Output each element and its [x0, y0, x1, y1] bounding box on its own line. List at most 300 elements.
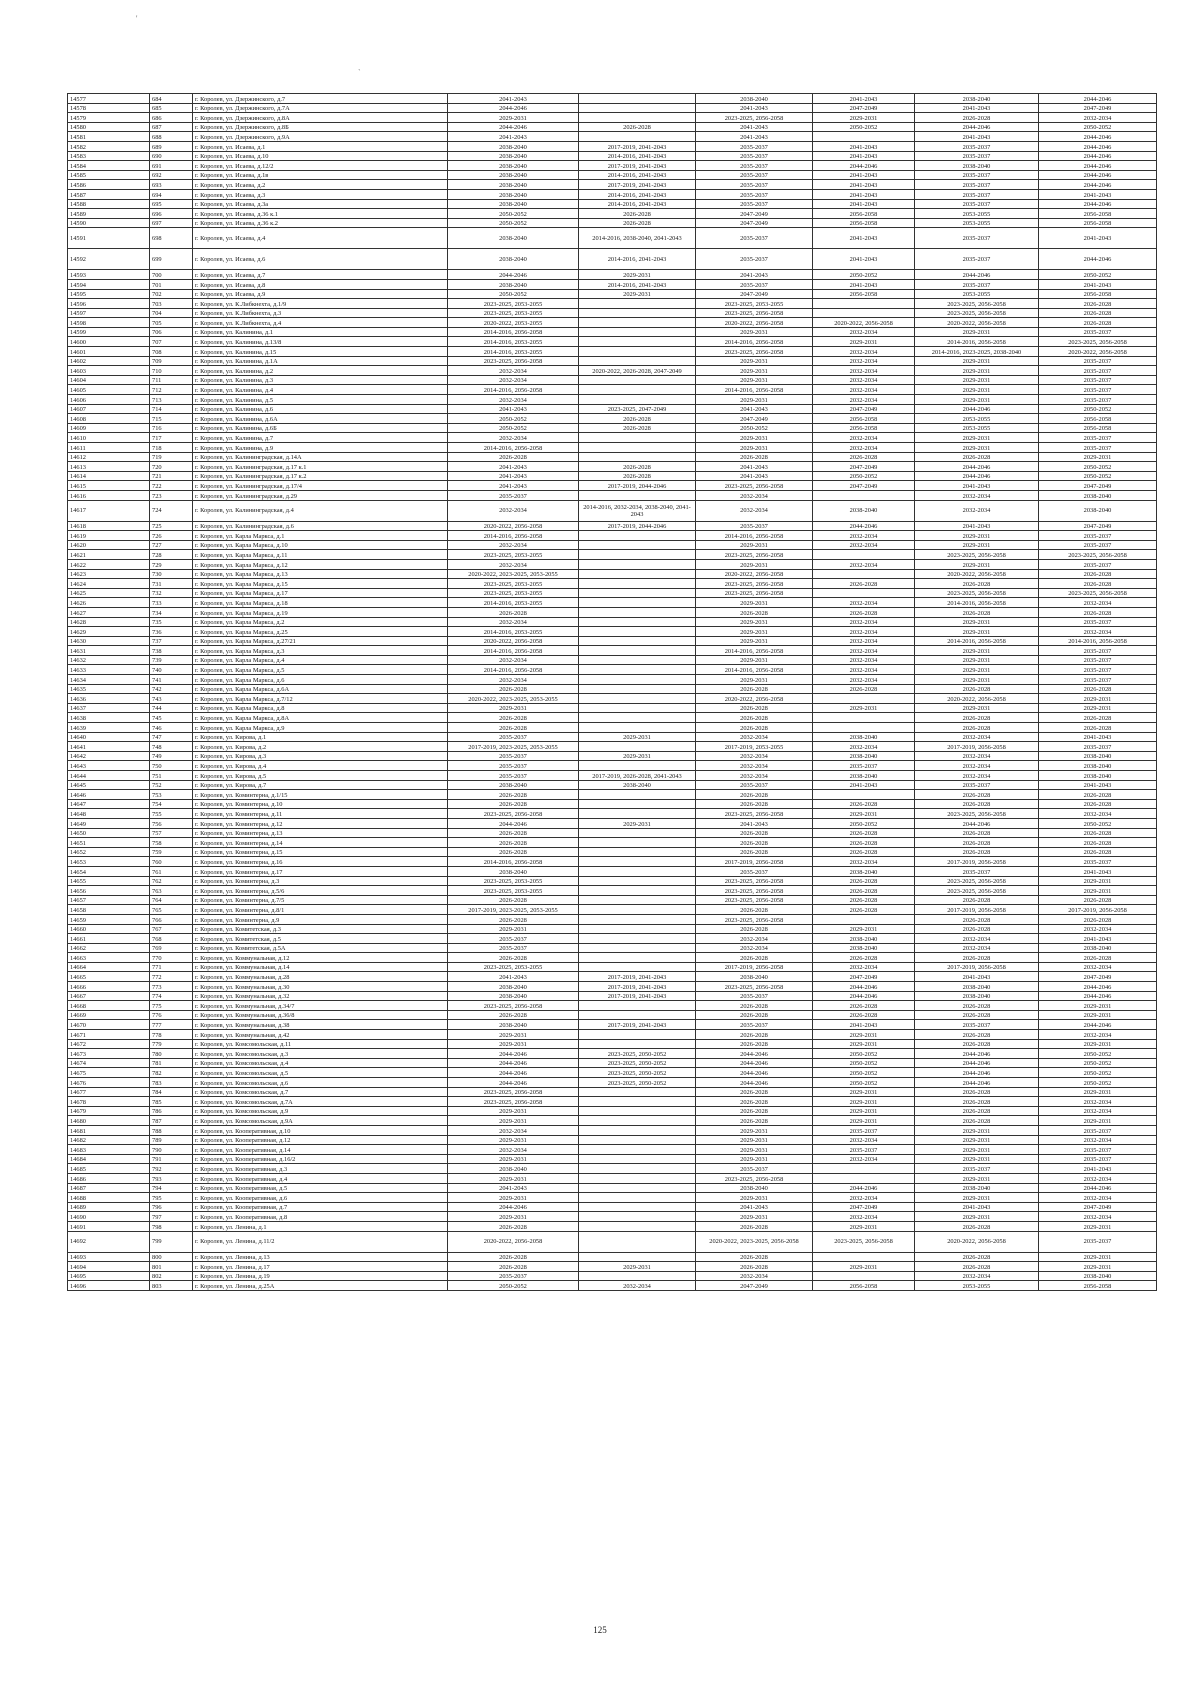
- cell-period-6: 2032-2034: [1039, 627, 1157, 637]
- table-row: [68, 866, 1157, 876]
- cell-item-number: 753: [150, 790, 193, 800]
- cell-period-3: 2044-2046: [696, 1049, 813, 1059]
- table-row: [68, 1087, 1157, 1097]
- cell-period-6: 2035-2037: [1039, 433, 1157, 443]
- cell-row-number: 14648: [68, 809, 150, 819]
- cell-period-1: 2023-2025, 2056-2058: [448, 1001, 579, 1011]
- cell-period-1: 2026-2028: [448, 914, 579, 924]
- cell-address: г. Королев, ул. Карла Маркса, д.2: [193, 617, 448, 627]
- cell-period-4: 2050-2052: [813, 122, 915, 132]
- cell-item-number: 777: [150, 1020, 193, 1030]
- cell-period-6: 2035-2037: [1039, 1231, 1157, 1252]
- cell-row-number: 14646: [68, 790, 150, 800]
- cell-period-3: 2020-2022, 2056-2058: [696, 569, 813, 579]
- cell-period-6: 2035-2037: [1039, 1145, 1157, 1155]
- cell-address: г. Королев, ул. Карла Маркса, д.15: [193, 579, 448, 589]
- cell-period-6: 2032-2034: [1039, 1135, 1157, 1145]
- cell-period-4: [813, 299, 915, 309]
- cell-period-3: 2041-2043: [696, 818, 813, 828]
- table-row: [68, 1068, 1157, 1078]
- table-row: [68, 1010, 1157, 1020]
- table-row: [68, 180, 1157, 190]
- cell-address: г. Королев, ул. Кирова, д.5: [193, 771, 448, 781]
- cell-period-1: 2044-2046: [448, 1058, 579, 1068]
- cell-address: г. Королев, ул. Калининградская, д.4: [193, 500, 448, 521]
- cell-row-number: 14695: [68, 1271, 150, 1281]
- cell-item-number: 761: [150, 866, 193, 876]
- cell-period-1: 2032-2034: [448, 395, 579, 405]
- table-row: [68, 742, 1157, 752]
- table-row: [68, 569, 1157, 579]
- cell-period-2: [579, 452, 696, 462]
- cell-period-4: 2029-2031: [813, 924, 915, 934]
- cell-period-6: 2029-2031: [1039, 452, 1157, 462]
- cell-period-6: 2050-2052: [1039, 270, 1157, 280]
- cell-period-1: 2029-2031: [448, 1154, 579, 1164]
- cell-period-5: 2032-2034: [915, 771, 1039, 781]
- cell-period-2: [579, 934, 696, 944]
- cell-period-1: 2023-2025, 2056-2058: [448, 809, 579, 819]
- cell-period-1: 2023-2025, 2056-2058: [448, 1087, 579, 1097]
- cell-period-4: 2038-2040: [813, 500, 915, 521]
- table-row: [68, 818, 1157, 828]
- cell-period-4: 2032-2034: [813, 356, 915, 366]
- cell-period-3: 2035-2037: [696, 151, 813, 161]
- cell-period-5: 2029-2031: [915, 395, 1039, 405]
- cell-period-3: 2029-2031: [696, 627, 813, 637]
- cell-period-5: 2041-2043: [915, 103, 1039, 113]
- table-row: [68, 684, 1157, 694]
- cell-item-number: 731: [150, 579, 193, 589]
- cell-period-2: [579, 1001, 696, 1011]
- cell-period-5: 2035-2037: [915, 249, 1039, 270]
- cell-period-5: 2029-2031: [915, 627, 1039, 637]
- cell-item-number: 728: [150, 550, 193, 560]
- cell-period-5: 2029-2031: [915, 1125, 1039, 1135]
- cell-period-6: 2029-2031: [1039, 703, 1157, 713]
- cell-period-4: 2038-2040: [813, 771, 915, 781]
- cell-item-number: 789: [150, 1135, 193, 1145]
- cell-row-number: 14603: [68, 366, 150, 376]
- cell-row-number: 14623: [68, 569, 150, 579]
- cell-row-number: 14675: [68, 1068, 150, 1078]
- cell-period-2: [579, 308, 696, 318]
- cell-address: г. Королев, ул. Исаева, д.8: [193, 279, 448, 289]
- cell-period-4: 2032-2034: [813, 857, 915, 867]
- cell-period-4: [813, 588, 915, 598]
- cell-row-number: 14605: [68, 385, 150, 395]
- cell-period-3: 2029-2031: [696, 327, 813, 337]
- cell-period-4: 2047-2049: [813, 404, 915, 414]
- table-row: [68, 1078, 1157, 1088]
- cell-period-1: 2035-2037: [448, 751, 579, 761]
- table-row: [68, 521, 1157, 531]
- cell-period-3: 2029-2031: [696, 1154, 813, 1164]
- cell-period-1: 2038-2040: [448, 279, 579, 289]
- cell-period-1: 2038-2040: [448, 189, 579, 199]
- cell-row-number: 14651: [68, 838, 150, 848]
- cell-period-2: [579, 1173, 696, 1183]
- cell-item-number: 702: [150, 289, 193, 299]
- cell-period-5: 2053-2055: [915, 209, 1039, 219]
- cell-address: г. Королев, ул. Кирова, д.2: [193, 742, 448, 752]
- cell-period-2: [579, 132, 696, 142]
- cell-period-1: 2026-2028: [448, 684, 579, 694]
- cell-row-number: 14679: [68, 1106, 150, 1116]
- cell-period-1: 2032-2034: [448, 500, 579, 521]
- cell-period-2: [579, 1106, 696, 1116]
- cell-address: г. Королев, ул. Калининградская, д.29: [193, 490, 448, 500]
- data-table-container: [67, 93, 1156, 1291]
- cell-item-number: 800: [150, 1252, 193, 1262]
- cell-item-number: 778: [150, 1030, 193, 1040]
- cell-period-1: 2029-2031: [448, 113, 579, 123]
- cell-period-6: 2056-2058: [1039, 414, 1157, 424]
- cell-period-2: 2014-2016, 2041-2043: [579, 189, 696, 199]
- cell-period-3: 2035-2037: [696, 780, 813, 790]
- cell-period-1: 2014-2016, 2056-2058: [448, 665, 579, 675]
- cell-row-number: 14601: [68, 347, 150, 357]
- cell-period-2: [579, 655, 696, 665]
- cell-period-1: 2026-2028: [448, 452, 579, 462]
- cell-address: г. Королев, ул. Комсомольская, д.5: [193, 1068, 448, 1078]
- cell-period-5: 2029-2031: [915, 655, 1039, 665]
- cell-address: г. Королев, ул. Кооперативная, д.16/2: [193, 1154, 448, 1164]
- cell-period-5: 2026-2028: [915, 579, 1039, 589]
- cell-period-4: 2032-2034: [813, 646, 915, 656]
- cell-period-2: [579, 531, 696, 541]
- cell-period-3: 2023-2025, 2056-2058: [696, 895, 813, 905]
- cell-period-4: 2026-2028: [813, 905, 915, 915]
- cell-period-4: 2029-2031: [813, 113, 915, 123]
- cell-address: г. Королев, ул. Калинина, д.1А: [193, 356, 448, 366]
- cell-row-number: 14659: [68, 914, 150, 924]
- cell-period-3: 2032-2034: [696, 500, 813, 521]
- cell-period-1: 2044-2046: [448, 103, 579, 113]
- cell-period-6: 2023-2025, 2056-2058: [1039, 550, 1157, 560]
- cell-period-2: 2026-2028: [579, 471, 696, 481]
- cell-period-6: 2044-2046: [1039, 199, 1157, 209]
- cell-period-4: 2044-2046: [813, 1183, 915, 1193]
- cell-address: г. Королев, ул. Калинина, д.6: [193, 404, 448, 414]
- cell-period-1: 2026-2028: [448, 790, 579, 800]
- cell-period-4: 2047-2049: [813, 481, 915, 491]
- cell-period-4: 2041-2043: [813, 228, 915, 249]
- cell-period-6: 2029-2031: [1039, 1039, 1157, 1049]
- cell-period-6: 2050-2052: [1039, 1049, 1157, 1059]
- cell-item-number: 756: [150, 818, 193, 828]
- cell-period-4: 2032-2034: [813, 433, 915, 443]
- cell-period-5: 2032-2034: [915, 1271, 1039, 1281]
- cell-row-number: 14607: [68, 404, 150, 414]
- cell-period-2: 2014-2016, 2032-2034, 2038-2040, 2041-2043: [579, 500, 696, 521]
- cell-period-2: [579, 617, 696, 627]
- table-row: [68, 838, 1157, 848]
- cell-period-1: 2041-2043: [448, 462, 579, 472]
- table-row: [68, 531, 1157, 541]
- cell-period-2: 2014-2016, 2041-2043: [579, 170, 696, 180]
- cell-period-5: 2041-2043: [915, 1202, 1039, 1212]
- cell-period-1: 2020-2022, 2056-2058: [448, 521, 579, 531]
- cell-item-number: 750: [150, 761, 193, 771]
- cell-period-4: 2032-2034: [813, 962, 915, 972]
- cell-item-number: 782: [150, 1068, 193, 1078]
- cell-period-4: 2044-2046: [813, 161, 915, 171]
- cell-address: г. Королев, ул. Кооперативная, д.6: [193, 1193, 448, 1203]
- cell-period-6: 2041-2043: [1039, 189, 1157, 199]
- cell-address: г. Королев, ул. Коминтерна, д.10: [193, 799, 448, 809]
- cell-item-number: 757: [150, 828, 193, 838]
- cell-period-1: 2035-2037: [448, 761, 579, 771]
- cell-period-6: 2026-2028: [1039, 847, 1157, 857]
- cell-period-5: 2029-2031: [915, 1212, 1039, 1222]
- cell-period-1: 2041-2043: [448, 94, 579, 104]
- table-row: [68, 122, 1157, 132]
- cell-period-4: [813, 723, 915, 733]
- cell-item-number: 799: [150, 1231, 193, 1252]
- cell-period-3: 2029-2031: [696, 1193, 813, 1203]
- cell-period-5: 2044-2046: [915, 404, 1039, 414]
- cell-address: г. Королев, ул. Калининградская, д.17/4: [193, 481, 448, 491]
- table-row: [68, 962, 1157, 972]
- cell-period-6: 2029-2031: [1039, 1001, 1157, 1011]
- cell-row-number: 14640: [68, 732, 150, 742]
- table-row: [68, 1106, 1157, 1116]
- table-row: [68, 1271, 1157, 1281]
- cell-period-1: 2044-2046: [448, 818, 579, 828]
- cell-row-number: 14661: [68, 934, 150, 944]
- cell-item-number: 803: [150, 1281, 193, 1291]
- cell-item-number: 717: [150, 433, 193, 443]
- cell-period-5: 2035-2037: [915, 1020, 1039, 1030]
- table-row: [68, 1221, 1157, 1231]
- cell-address: г. Королев, ул. Карла Маркса, д.3: [193, 646, 448, 656]
- cell-period-4: [813, 713, 915, 723]
- cell-item-number: 755: [150, 809, 193, 819]
- cell-period-6: 2056-2058: [1039, 218, 1157, 228]
- cell-row-number: 14632: [68, 655, 150, 665]
- cell-period-5: 2014-2016, 2056-2058: [915, 337, 1039, 347]
- cell-period-1: 2014-2016, 2056-2058: [448, 857, 579, 867]
- cell-period-6: 2056-2058: [1039, 209, 1157, 219]
- cell-period-1: 2026-2028: [448, 1221, 579, 1231]
- scan-mark: `: [358, 68, 361, 77]
- cell-period-2: [579, 943, 696, 953]
- cell-item-number: 691: [150, 161, 193, 171]
- cell-period-6: 2032-2034: [1039, 1193, 1157, 1203]
- cell-row-number: 14687: [68, 1183, 150, 1193]
- cell-period-6: 2038-2040: [1039, 943, 1157, 953]
- cell-period-1: 2029-2031: [448, 1212, 579, 1222]
- cell-period-2: [579, 1135, 696, 1145]
- cell-period-2: [579, 607, 696, 617]
- cell-row-number: 14594: [68, 279, 150, 289]
- cell-period-4: 2035-2037: [813, 761, 915, 771]
- cell-row-number: 14654: [68, 866, 150, 876]
- cell-item-number: 706: [150, 327, 193, 337]
- cell-item-number: 724: [150, 500, 193, 521]
- cell-period-4: [813, 550, 915, 560]
- cell-period-6: 2038-2040: [1039, 761, 1157, 771]
- cell-row-number: 14660: [68, 924, 150, 934]
- cell-item-number: 796: [150, 1202, 193, 1212]
- cell-period-6: 2035-2037: [1039, 559, 1157, 569]
- table-row: [68, 327, 1157, 337]
- cell-row-number: 14586: [68, 180, 150, 190]
- cell-period-2: 2017-2019, 2041-2043: [579, 141, 696, 151]
- cell-period-2: [579, 327, 696, 337]
- cell-period-2: 2029-2031: [579, 1262, 696, 1272]
- cell-period-3: 2029-2031: [696, 559, 813, 569]
- cell-period-6: 2035-2037: [1039, 742, 1157, 752]
- cell-row-number: 14657: [68, 895, 150, 905]
- cell-period-5: 2038-2040: [915, 1183, 1039, 1193]
- cell-period-6: 2044-2046: [1039, 991, 1157, 1001]
- cell-period-1: 2032-2034: [448, 675, 579, 685]
- cell-period-4: 2026-2028: [813, 953, 915, 963]
- table-row: [68, 199, 1157, 209]
- cell-period-5: 2032-2034: [915, 490, 1039, 500]
- cell-item-number: 696: [150, 209, 193, 219]
- cell-item-number: 792: [150, 1164, 193, 1174]
- cell-period-1: 2038-2040: [448, 199, 579, 209]
- cell-period-6: 2044-2046: [1039, 170, 1157, 180]
- cell-row-number: 14683: [68, 1145, 150, 1155]
- cell-period-5: 2026-2028: [915, 684, 1039, 694]
- cell-row-number: 14621: [68, 550, 150, 560]
- cell-period-5: 2053-2055: [915, 414, 1039, 424]
- cell-row-number: 14645: [68, 780, 150, 790]
- cell-period-2: [579, 1193, 696, 1203]
- cell-period-2: [579, 1271, 696, 1281]
- cell-period-4: [813, 132, 915, 142]
- cell-period-6: 2041-2043: [1039, 780, 1157, 790]
- cell-period-3: 2029-2031: [696, 1145, 813, 1155]
- cell-period-6: 2029-2031: [1039, 694, 1157, 704]
- cell-period-6: 2038-2040: [1039, 751, 1157, 761]
- cell-period-5: 2029-2031: [915, 1193, 1039, 1203]
- cell-period-3: 2026-2028: [696, 723, 813, 733]
- cell-item-number: 689: [150, 141, 193, 151]
- cell-row-number: 14690: [68, 1212, 150, 1222]
- cell-period-4: 2050-2052: [813, 818, 915, 828]
- cell-period-4: 2029-2031: [813, 1221, 915, 1231]
- cell-period-2: [579, 1212, 696, 1222]
- cell-item-number: 736: [150, 627, 193, 637]
- cell-address: г. Королев, ул. Карла Маркса, д.10: [193, 540, 448, 550]
- cell-row-number: 14670: [68, 1020, 150, 1030]
- cell-period-2: [579, 94, 696, 104]
- cell-period-6: 2050-2052: [1039, 1068, 1157, 1078]
- cell-period-1: 2017-2019, 2023-2025, 2053-2055: [448, 742, 579, 752]
- cell-period-4: 2041-2043: [813, 189, 915, 199]
- cell-period-6: 2047-2049: [1039, 1202, 1157, 1212]
- cell-period-2: [579, 828, 696, 838]
- cell-row-number: 14668: [68, 1001, 150, 1011]
- cell-period-1: 2041-2043: [448, 132, 579, 142]
- cell-period-5: 2029-2031: [915, 1145, 1039, 1155]
- cell-address: г. Королев, ул. Карла Маркса, д.18: [193, 598, 448, 608]
- cell-period-5: 2026-2028: [915, 1116, 1039, 1126]
- cell-period-2: [579, 876, 696, 886]
- cell-period-6: 2032-2034: [1039, 598, 1157, 608]
- cell-period-1: 2026-2028: [448, 847, 579, 857]
- table-row: [68, 761, 1157, 771]
- table-row: [68, 1202, 1157, 1212]
- cell-period-1: 2023-2025, 2053-2055: [448, 308, 579, 318]
- cell-period-4: [813, 1252, 915, 1262]
- cell-period-6: 2044-2046: [1039, 1020, 1157, 1030]
- cell-period-3: 2041-2043: [696, 103, 813, 113]
- cell-address: г. Королев, ул. Коммунальная, д.28: [193, 972, 448, 982]
- cell-period-1: 2014-2016, 2056-2058: [448, 443, 579, 453]
- cell-period-2: 2017-2019, 2041-2043: [579, 972, 696, 982]
- cell-address: г. Королев, ул. Карла Маркса, д.9: [193, 723, 448, 733]
- cell-address: г. Королев, ул. Комсомольская, д.9: [193, 1106, 448, 1116]
- cell-period-3: 2032-2034: [696, 732, 813, 742]
- cell-period-3: 2047-2049: [696, 218, 813, 228]
- cell-address: г. Королев, ул. Калинина, д.15: [193, 347, 448, 357]
- cell-item-number: 802: [150, 1271, 193, 1281]
- cell-period-6: 2038-2040: [1039, 771, 1157, 781]
- cell-period-4: 2041-2043: [813, 180, 915, 190]
- cell-address: г. Королев, ул. Карла Маркса, д.12: [193, 559, 448, 569]
- table-row: [68, 289, 1157, 299]
- cell-period-3: 2032-2034: [696, 1271, 813, 1281]
- cell-address: г. Королев, ул. Калинина, д.6А: [193, 414, 448, 424]
- cell-item-number: 718: [150, 443, 193, 453]
- table-row: [68, 170, 1157, 180]
- cell-row-number: 14585: [68, 170, 150, 180]
- cell-period-2: [579, 1030, 696, 1040]
- cell-period-6: 2035-2037: [1039, 617, 1157, 627]
- cell-period-2: [579, 924, 696, 934]
- cell-item-number: 704: [150, 308, 193, 318]
- cell-period-2: 2017-2019, 2041-2043: [579, 991, 696, 1001]
- cell-address: г. Королев, ул. Кооперативная, д.5: [193, 1183, 448, 1193]
- table-row: [68, 1193, 1157, 1203]
- cell-row-number: 14635: [68, 684, 150, 694]
- cell-period-3: 2023-2025, 2056-2058: [696, 550, 813, 560]
- cell-item-number: 743: [150, 694, 193, 704]
- cell-row-number: 14600: [68, 337, 150, 347]
- cell-item-number: 716: [150, 423, 193, 433]
- cell-period-4: 2041-2043: [813, 199, 915, 209]
- cell-address: г. Королев, ул. Комитетская, д.3: [193, 924, 448, 934]
- cell-period-1: 2029-2031: [448, 924, 579, 934]
- cell-period-6: 2026-2028: [1039, 308, 1157, 318]
- cell-period-4: 2032-2034: [813, 375, 915, 385]
- cell-period-6: 2035-2037: [1039, 1154, 1157, 1164]
- cell-period-4: [813, 1173, 915, 1183]
- cell-period-4: 2026-2028: [813, 895, 915, 905]
- cell-row-number: 14665: [68, 972, 150, 982]
- table-row: [68, 279, 1157, 289]
- table-row: [68, 540, 1157, 550]
- cell-period-3: 2029-2031: [696, 356, 813, 366]
- table-row: [68, 443, 1157, 453]
- cell-row-number: 14604: [68, 375, 150, 385]
- cell-item-number: 737: [150, 636, 193, 646]
- cell-address: г. Королев, ул. Карла Маркса, д.7/12: [193, 694, 448, 704]
- cell-period-6: 2035-2037: [1039, 327, 1157, 337]
- cell-address: г. Королев, ул. Ленина, д.25А: [193, 1281, 448, 1291]
- cell-row-number: 14578: [68, 103, 150, 113]
- cell-period-3: 2023-2025, 2056-2058: [696, 886, 813, 896]
- cell-item-number: 730: [150, 569, 193, 579]
- cell-period-5: 2026-2028: [915, 1001, 1039, 1011]
- cell-period-4: 2038-2040: [813, 866, 915, 876]
